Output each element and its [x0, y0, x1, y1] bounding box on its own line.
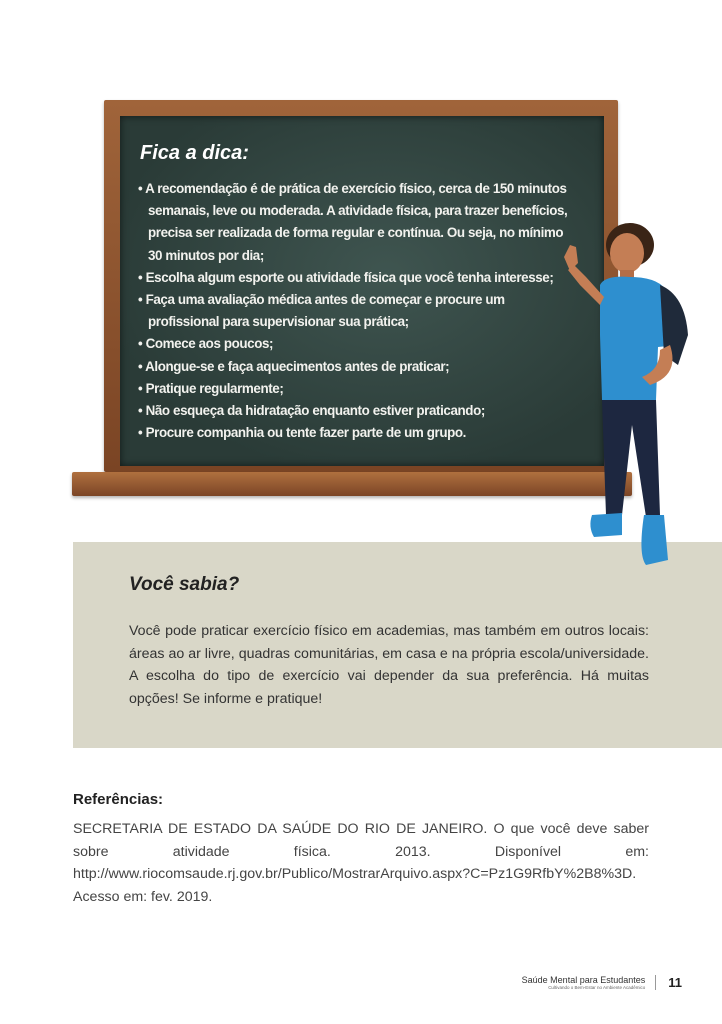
student-illustration — [560, 215, 700, 575]
page-number: 11 — [668, 975, 682, 990]
tip-item: • Não esqueça da hidratação enquanto estiver praticando; — [138, 400, 578, 422]
info-text: Você pode praticar exercício físico em academias, mas também em outros locais: áreas ao ar livre, quadras comunitárias, em casa e na própria escola/universidade. A escolha do tipo de exercício vai depender da sua preferência. Há muitas opções! Se informe e pratique! — [129, 623, 649, 707]
chalkboard-ledge — [72, 472, 632, 496]
tip-item: • Pratique regularmente; — [138, 378, 578, 400]
tip-list — [138, 178, 578, 444]
references-title: Referências: — [73, 791, 164, 808]
tip-item: • Faça uma avaliação médica antes de começar e procure um profissional para supervisionar sua prática; — [138, 289, 578, 333]
tip-item: • Comece aos poucos; — [138, 333, 578, 355]
tip-title: Fica a dica: — [140, 142, 249, 164]
footer-subtitle: Cultivando o Bem-Estar no Ambiente Acadêmico — [548, 985, 646, 990]
info-title: Você sabia? — [129, 574, 240, 595]
footer-titles — [522, 975, 657, 990]
footer-title: Saúde Mental para Estudantes — [521, 975, 646, 985]
tip-item: • Alongue-se e faça aquecimentos antes de praticar; — [138, 356, 578, 378]
tip-item: • Procure companhia ou tente fazer parte de um grupo. — [138, 422, 578, 444]
tip-item: • A recomendação é de prática de exercício físico, cerca de 150 minutos semanais, leve ou moderada. A atividade física, para trazer benefícios, precisa ser realizada de forma regular e contínua. Ou seja, no mínimo 30 minutos por dia; — [138, 178, 578, 267]
tip-item: • Escolha algum esporte ou atividade física que você tenha interesse; — [138, 267, 578, 289]
footer — [522, 975, 682, 990]
references-text: SECRETARIA DE ESTADO DA SAÚDE DO RIO DE JANEIRO. O que você deve saber sobre atividade física. 2013. Disponível em: http://www.riocomsaude.rj.gov.br/Publico/MostrarArquivo.aspx?C=Pz1G9RfbY%2B8%3D. Acesso em: fev. 2019. — [73, 821, 649, 905]
